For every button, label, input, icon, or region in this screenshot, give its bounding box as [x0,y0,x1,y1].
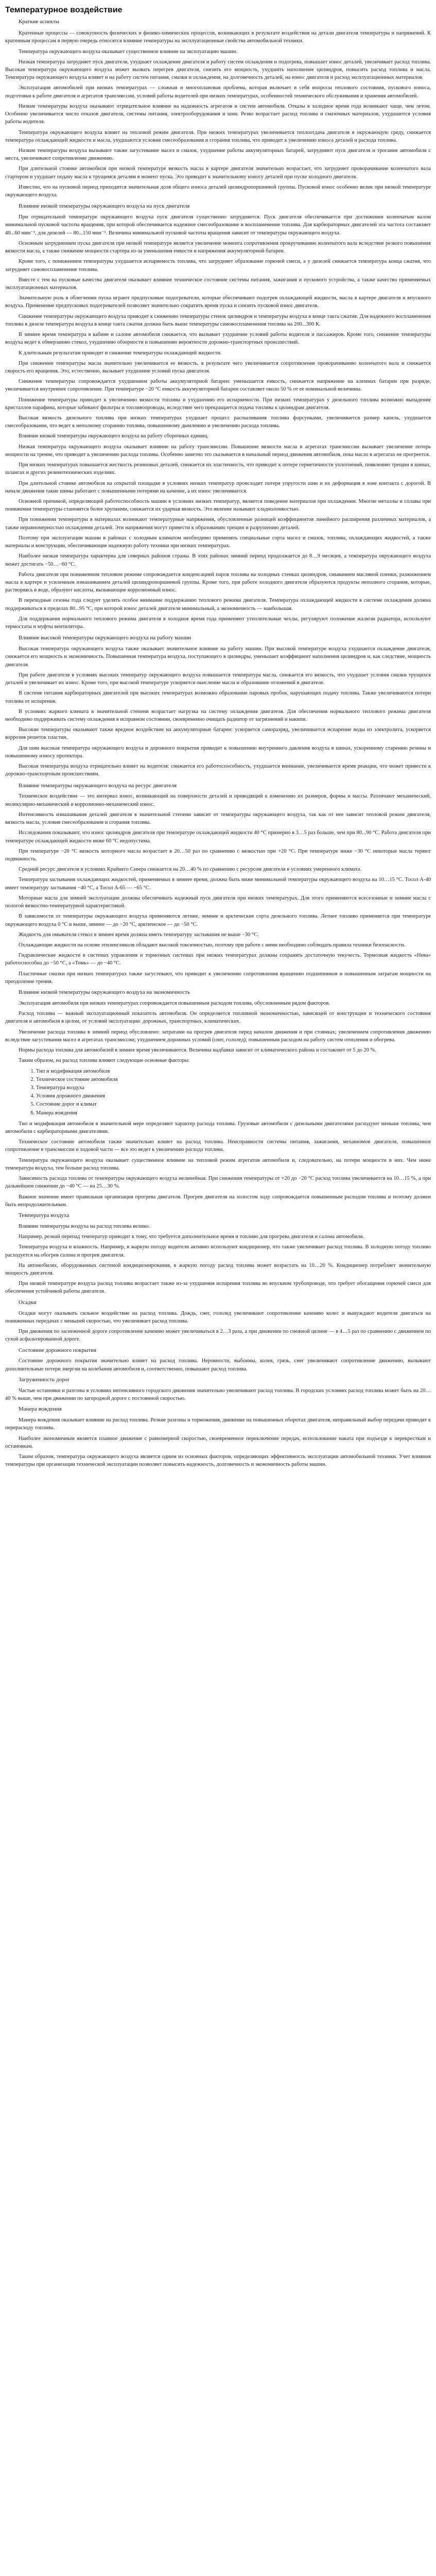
section-heading: Влияние температуры окружающего воздуха на ресурс двигателя [19,782,177,789]
paragraph: Расход топлива — важный эксплуатационный показатель автомобиля. Он определяется топливной экономичностью, зависящей от конструкции и технического состояния двигателя и автомобиля в целом, от условий эксплуатации: дорожных, транспортных, климатических. [5,1011,431,1025]
paragraph: Высокая вязкость дизельного топлива при низких температурах ухудшает процесс распыливания топлива форсунками, увеличивается размер капель, ухудшается смесеобразование, что ведет к неполному сгоранию топлива, повышенному дымлению и увеличению расхода топлива. [5,415,431,429]
paragraph: При движении по заснеженной дороге сопротивление качению может увеличиваться в 2…3 раза, а при движении по снежной целине — в 4…5 раз по сравнению с движением по сухой асфальтированной дороге. [5,1329,431,1343]
page-title: Температурное воздействие [5,6,123,14]
paragraph: Таким образом, на расход топлива влияют следующие основные факторы: [19,1058,190,1064]
paragraph: Жидкость для омывателя стекол в зимнее время должна иметь температуру застывания не выше −30 °C. [19,931,259,938]
paragraph: При отрицательной температуре окружающего воздуха пуск двигателя существенно затрудняется. Пуск двигателя обеспечивается при достижении коленчатым валом минимальной пусковой частоты вращения, при которой обеспечивается надежное смесеобразование и воспламенение топлива. Для карбюраторных двигателей эта частота составляет 40...60 мин⁻¹, для дизелей — 80...150 мин⁻¹. Величина минимальной пусковой частоты вращения зависит от температуры окружающего воздуха. [5,214,431,236]
paragraph: Нормы расхода топлива для автомобилей в зимнее время увеличиваются. Величина надбавки зависит от климатического района и составляет от 5 до 20 %. [19,1047,377,1054]
paragraph: В условиях жаркого климата в значительной степени возрастает нагрузка на систему охлаждения двигателя. Для обеспечения нормального теплового режима двигателя необходимо поддерживать систему охлаждения в исправном состоянии, своевременно очищать радиатор от загрязнений и накипи. [5,708,431,722]
paragraph: При температуре −20 °C вязкость моторного масла возрастает в 20…50 раз по сравнению с вязкостью при +20 °C. При температуре ниже −30 °C некоторые масла теряют подвижность. [5,848,431,862]
paragraph: В системе питания карбюраторных двигателей при высоких температурах возможно образование паровых пробок, нарушающих подачу топлива. Также увеличиваются потери топлива от испарения. [5,690,431,704]
paragraph: Для шин высокая температура окружающего воздуха и дорожного покрытия приводит к повышению внутреннего давления воздуха в шинах, ускоренному старению резины и повышенному износу протектора. [5,745,431,759]
paragraph: Состояние дорожного покрытия значительно влияет на расход топлива. Неровности, выбоины, колея, грязь, снег увеличивают сопротивление движению, вызывают дополнительные потери энергии на колебания автомобиля и, соответственно, повышают расход топлива. [5,1358,431,1372]
paragraph: Техническое воздействие — это интервал износ, возникающий на поверхности деталей и приводящий к изменению их размеров, формы и массы. Различают механический, молекулярно-механический и коррозионно-механический износ. [5,793,431,807]
list-item: 5. Состояние дорог и климат [36,1100,431,1108]
paragraph: Осадки могут оказывать сильное воздействие на расход топлива. Дождь, снег, гололед увеличивают сопротивление качению колес и вынуждают водителя двигаться на пониженных передачах с меньшей скоростью, что увеличивает расход топлива. [5,1310,431,1324]
paragraph: Основным затруднением пуска двигателя при низкой температуре является увеличение момента сопротивления прокручиванию коленчатого вала вследствие резкого повышения вязкости масла, а также снижение мощности стартера из-за уменьшения емкости и напряжения аккумуляторной батареи. [5,240,431,255]
section-heading: Загруженность дорог [19,1376,70,1383]
paragraph: Низкая температура затрудняет пуск двигателя, ухудшает охлаждение двигателя и работу систем охлаждения и подогрева, повышает износ деталей, увеличивает расход топлива. Высокая температура окружающего воздуха может вызвать перегрев двигателя, снизить его мощность, ухудшить наполнение цилиндров, повысить расход топлива и масла. Температура окружающего воздуха влияет и на работу систем питания, смазки и охлаждения, на долговечность деталей, на износ двигателя и расход эксплуатационных материалов. [5,59,431,81]
numbered-list [5,1067,431,1117]
paragraph: Поэтому при эксплуатации машин в районах с холодным климатом необходимо применять специальные сорта масел и смазок, топлива, охлаждающих жидкостей, а также материалы и конструкции, обеспечивающие надежную работу техники при низких температурах. [5,535,431,549]
paragraph: При длительной стоянке автомобиля при низкой температуре вязкость масла в картере двигателя значительно возрастает, что затрудняет проворачивание коленчатого вала стартером и ухудшает подачу масла к трущимся деталям в момент пуска. Это приводит к значительному износу деталей при пуске холодного двигателя. [5,166,431,180]
paragraph: Температура окружающего воздуха оказывает существенное влияние на тепловой режим агрегатов автомобиля и, следовательно, на потери мощности в них. Чем ниже температура воздуха, тем больше расход топлива. [5,1157,431,1171]
paragraph: Охлаждающие жидкости на основе этиленгликоля обладают высокой токсичностью, поэтому при работе с ними необходимо соблюдать правила техники безопасности. [19,942,406,948]
paragraph: Низкие температуры воздуха вызывают также загустевание масел и смазок, ухудшение работы аккумуляторных батарей, затрудняют пуск двигателя и трогание автомобиля с места, увеличивают сопротивление движению. [5,147,431,162]
paragraph: Вместе с тем на пусковые качества двигателя оказывает влияние техническое состояние системы питания, зажигания и пускового устройства, а также качество применяемых эксплуатационных материалов. [5,277,431,291]
paragraph: При работе двигателя в условиях высоких температур окружающего воздуха повышается температура масла, снижается его вязкость, что ухудшает условия смазки трущихся деталей и увеличивает их износ. Кроме того, при высокой температуре ускоряется окисление масла и образование отложений в двигателе. [5,672,431,686]
paragraph: Влияние температуры воздуха на расход топлива велико. [19,1223,150,1229]
paragraph: Моторные масла для зимней эксплуатации должны обеспечивать надежный пуск двигателя при низких температурах. Для этого применяются всесезонные и зимние масла с пологой вязкостно-температурной характеристикой. [5,895,431,909]
paragraph: Наиболее низкая температура характерна для северных районов страны. В этих районах зимний период продолжается до 8…9 месяцев, а температура окружающего воздуха может достигать −50…−60 °C. [5,553,431,567]
section-heading: Температура воздуха [19,1212,69,1218]
paragraph: Для поддержания нормального теплового режима двигателя в холодное время года применяют утеплительные чехлы, регулируют положение жалюзи радиатора, используют термостаты и муфты вентилятора. [5,616,431,630]
paragraph: Интенсивность изнашивания деталей двигателя в значительной степени зависит от температуры окружающего воздуха, так как от нее зависит тепловой режим двигателя, вязкость масла, условия смесеобразования и сгорания топлива. [5,811,431,826]
paragraph: Эксплуатация автомобиля при низких температурах сопровождается повышенным расходом топлива, обусловленным рядом факторов. [19,1000,330,1006]
section-heading: Манера вождения [19,1406,62,1413]
paragraph: Температура окружающего воздуха влияет на тепловой режим двигателя. При низких температурах увеличивается теплоотдача двигателя в окружающую среду, снижается температура охлаждающей жидкости и масла, ухудшаются условия смесеобразования и сгорания топлива, что приводит к увеличению износа деталей и расхода топлива. [5,129,431,143]
paragraph: Средний ресурс двигателя в условиях Крайнего Севера снижается на 20…40 % по сравнению с ресурсом двигателя в условиях умеренного климата. [19,867,362,873]
paragraph: Важное значение имеет правильная организация прогрева двигателя. Прогрев двигателя на холостом ходу сопровождается повышенным расходом топлива и поэтому должен быть непродолжительным. [5,1194,431,1208]
paragraph: При низкой температуре воздуха расход топлива возрастает также из-за ухудшения испарения топлива во впускном трубопроводе, что требует обогащения горючей смеси для обеспечения устойчивой работы двигателя. [5,1281,431,1295]
paragraph: Снижение температуры окружающего воздуха приводит к снижению температуры стенок цилиндров и температуры воздуха в конце такта сжатия. Для надежного воспламенения топлива в дизеле температура воздуха в конце такта сжатия должна быть выше температуры самовоспламенения топлива на 200...300 К. [5,313,431,327]
paragraph: Гидравлические жидкости в системах управления и тормозных системах при низких температурах должны сохранять достаточную текучесть. Тормозная жидкость «Нева» работоспособна до −50 °C, а «Томь» — до −40 °C. [5,953,431,967]
paragraph: Увеличение расхода топлива в зимний период обусловлено: затратами на прогрев двигателя перед началом движения и при стоянках; увеличением сопротивления движению вследствие загустевания масел в агрегатах трансмиссии; ухудшением дорожных условий (снег, гололед); повышенным расходом на работу систем отопления и обогрева. [5,1029,431,1043]
article-body [5,29,431,1468]
paragraph: Кроме того, с понижением температуры ухудшается испаряемость топлива, что затрудняет образование горючей смеси, а у дизелей снижается температура конца сжатия, что затрудняет самовоспламенение топлива. [5,259,431,273]
section-heading: Состояние дорожного покрытия [19,1347,97,1353]
paragraph: В переходные сезоны года следует уделять особое внимание поддержанию теплового режима двигателя. Температура охлаждающей жидкости в системе охлаждения должна поддерживаться в пределах 80...95 °C, при которой износ деталей двигателя минимальный, а экономичность — наибольшая. [5,598,431,612]
section-heading: Осадки [19,1299,37,1306]
paragraph: Температура окружающего воздуха оказывает существенное влияние на эксплуатацию машин. [19,48,238,55]
list-item: 6. Манера вождения [36,1109,431,1117]
paragraph: Низкая температура окружающего воздуха оказывает влияние на работу трансмиссии. Повышение вязкости масла в агрегатах трансмиссии вызывает увеличение потерь мощности на трение, что приводит к увеличению расхода топлива. Особенно заметно это сказывается в начальный период движения автомобиля, пока масло в агрегатах не прогреется. [5,444,431,457]
paragraph: Эксплуатация автомобилей при низких температурах — сложная и многоплановая проблема, которая включает в себя вопросы теплового состояния, пускового износа, подготовки к работе двигателя и агрегатов трансмиссии, условий работы водителей при низких температурах, особенностей технического обслуживания и хранения автомобилей. [5,85,431,99]
paragraph: При длительной стоянке автомобиля на открытой площадке в условиях низких температур происходит потеря упругости шин и их деформация в зоне контакта с дорогой. В начале движения такие шины работают с повышенными потерями на качение, а их износ увеличивается. [5,480,431,494]
paragraph: При снижении температуры масла значительно увеличивается ее вязкость, в результате чего увеличивается сопротивление проворачиванию коленчатого вала и снижается скорость его вращения. Это, естественно, вызывает ухудшение условий пуска двигателя. [5,360,431,374]
paragraph: Значительную роль в облегчении пуска играют предпусковые подогреватели, которые обеспечивают подогрев охлаждающей жидкости, масла в картере двигателя и впускного воздуха. Применение предпусковых подогревателей позволяет значительно сократить время пуска и снизить пусковой износ двигателя. [5,295,431,309]
paragraph: К длительным результатам приводит и снижение температуры охлаждающей жидкости. [19,350,222,356]
list-item: 3. Температура воздуха [36,1084,431,1092]
list-item: 1. Тип и модификация автомобиля [36,1067,431,1075]
section-heading: Влияние низкой температуры окружающего воздуха на пуск двигателя [19,203,190,210]
section-heading: Влияние высокой температуры окружающего воздуха на работу машин [19,635,191,641]
paragraph: Температура застывания охлаждающих жидкостей, применяемых в зимнее время, должна быть ниже минимальной температуры окружающего воздуха на 10…15 °C. Тосол А-40 имеет температуру застывания −40 °C, а Тосол А-65 — −65 °C. [5,877,431,891]
paragraph: Основной причиной, определяющей работоспособность машин в условиях низких температур, является поведение материалов при охлаждении. Многие металлы и сплавы при понижении температуры становятся более хрупкими, снижается их ударная вязкость. Это явление называют хладноломкостью. [5,499,431,513]
paragraph: В зимнее время температура в кабине и салоне автомобиля снижается, что вызывает ухудшение условий работы водителя и пассажиров. Кроме того, снижение температуры воздуха ведет к обмерзанию стекол, ухудшению обзорности и повышению вероятности дорожно-транспортных происшествий. [5,332,431,346]
paragraph: Исследования показывают, что износ цилиндров двигателя при температуре охлаждающей жидкости 40 °C примерно в 3…5 раз больше, чем при 80...90 °C. Работа двигателя при температуре охлаждающей жидкости ниже 60 °C недопустима. [5,830,431,844]
paragraph: При низких температурах повышается жесткость резиновых деталей, снижается их эластичность, что приводит к потере герметичности уплотнений, появлению трещин в шинах, шлангах и других резинотехнических изделиях. [5,462,431,476]
paragraph: Высокая температура окружающего воздуха также оказывает значительное влияние на работу машин. При высокой температуре воздуха ухудшается охлаждение двигателя, снижается его мощность и экономичность. Повышенная температура воздуха, поступающего в цилиндры, уменьшает коэффициент наполнения цилиндров и, как следствие, мощность двигателя. [5,646,431,668]
section-heading: Влияние низкой температуры окружающего воздуха на экономичность [19,989,190,996]
paragraph: В зависимости от температуры окружающего воздуха применяются летние, зимние и арктические сорта дизельного топлива. Летнее топливо применяется при температуре окружающего воздуха 0 °C и выше, зимнее — до −20 °C, арктическое — до −50 °C. [5,913,431,927]
paragraph: Температура воздуха и влажность. Например, в жаркую погоду водители активно используют кондиционер, что также увеличивает расход топлива. В холодную погоду топливо расходуется на обогрев салона и прогрев двигателя. [5,1244,431,1258]
paragraph: Известно, что на пусковой период приходится значительная доля общего износа деталей цилиндропоршневой группы. Пусковой износ особенно велик при низкой температуре окружающего воздуха. [5,184,431,198]
paragraph: Высокие температуры оказывают также вредное воздействие на аккумуляторные батареи: ускоряется саморазряд, увеличивается испарение воды из электролита, ускоряется коррозия решеток пластин. [5,727,431,741]
paragraph: Снижение температуры сопровождается ухудшением работы аккумуляторной батареи: уменьшается емкость, снижается напряжение на клеммах батареи при разряде, увеличивается внутреннее сопротивление. При температуре −20 °C емкость аккумуляторной батареи составляет около 50 % от ее номинальной величины. [5,379,431,393]
page-subtitle: Краткие аспекты [19,19,60,25]
paragraph: Например, резкий перепад температур приводит к тому, что требуется дополнительное время и топливо для прогрева двигателя и салона автомобиля. [19,1234,364,1240]
list-item: 2. Техническое состояние автомобиля [36,1076,431,1083]
paragraph: Низкие температуры воздуха оказывают отрицательное влияние на надежность агрегатов и систем автомобиля. Отказы в холодное время года возникают чаще, чем летом. Особенно увеличивается число отказов двигателя, системы питания, электрооборудования и шин. Резко возрастает расход топлива и смазочных материалов, ухудшаются условия работы водителя. [5,103,431,125]
paragraph: Кратенные процессы — совокупность физических и физико-химических процессов, возникающих в результате воздействия на детали двигателя температуры и напряжений. К кратенным процессам в первую очередь относятся влияние температуры на эксплуатационные свойства автомобильной техники. [5,30,431,44]
paragraph: Техническое состояние автомобиля также значительно влияет на расход топлива. Неисправности системы питания, зажигания, механизмов двигателя, повышенное сопротивление в трансмиссии и ходовой части — все это ведет к увеличению расхода топлива. [5,1139,431,1153]
paragraph: Наиболее экономичным является плавное движение с равномерной скоростью, своевременное переключение передач, использование наката при подъезде к перекресткам и остановкам. [5,1435,431,1449]
paragraph: Манера вождения оказывает влияние на расход топлива. Резкие разгоны и торможения, движение на повышенных оборотах двигателя, неправильный выбор передачи приводят к перерасходу топлива. [5,1417,431,1431]
paragraph: Понижение температуры приводит к увеличению вязкости топлива и ухудшению его испаряемости. При низких температурах у дизельного топлива возможно выпадение кристаллов парафина, которые забивают фильтры и топливопроводы, вследствие чего прекращается подача топлива к цилиндрам двигателя. [5,397,431,411]
paragraph: Тип и модификация автомобиля в значительной мере определяют характер расхода топлива. Грузовые автомобили с дизельными двигателями расходуют меньше топлива, чем автомобили с карбюраторными двигателями. [5,1121,431,1135]
paragraph: На автомобилях, оборудованных системой кондиционирования, в жаркую погоду расход топлива может возрастать на 10…20 %. Кондиционер потребляет значительную мощность двигателя. [5,1262,431,1277]
paragraph: Высокая температура воздуха отрицательно влияет на водителя: снижается его работоспособность, ухудшается внимание, увеличивается время реакции, что может привести к дорожно-транспортным происшествиям. [5,764,431,777]
paragraph: Таким образом, температура окружающего воздуха является одним из основных факторов, определяющих эффективность эксплуатации автомобильной техники. Учет влияния температуры при организации технической эксплуатации позволяет повысить надежность, долговечность и экономичность работы машин. [5,1454,431,1468]
paragraph: Влияние низкой температуры окружающего воздуха на работу сборочных единиц. [19,433,209,439]
paragraph: Работа двигателя при пониженном тепловом режиме сопровождается конденсацией паров топлива на холодных стенках цилиндров, смыванием масляной пленки, разжижением масла в картере и усиленным изнашиванием деталей цилиндропоршневой группы. Кроме того, при работе холодного двигателя образуются продукты неполного сгорания, которые, растворяясь в воде, образуют кислоты, вызывающие коррозионный износ. [5,571,431,594]
paragraph: При понижении температуры в материалах возникают температурные напряжения, обусловленные разницей коэффициентов линейного расширения различных материалов, а также неравномерностью охлаждения деталей. Эти напряжения могут привести к образованию трещин и разрушению деталей. [5,517,431,531]
list-item: 4. Условия дорожного движения [36,1092,431,1100]
paragraph: Зависимость расхода топлива от температуры окружающего воздуха нелинейная. При снижении температуры от +20 до −20 °C расход топлива увеличивается на 10…15 %, а при дальнейшем снижении до −40 °C — на 25…30 %. [5,1176,431,1190]
paragraph: Пластичные смазки при низких температурах также загустевают, что приводит к увеличению сопротивления вращению подшипников и повышенным затратам мощности на преодоление трения. [5,971,431,985]
paragraph: Частые остановки и разгоны в условиях интенсивного городского движения значительно увеличивают расход топлива. В городских условиях расход топлива может быть на 20…40 % выше, чем при движении по загородной дороге с постоянной скоростью. [5,1387,431,1402]
